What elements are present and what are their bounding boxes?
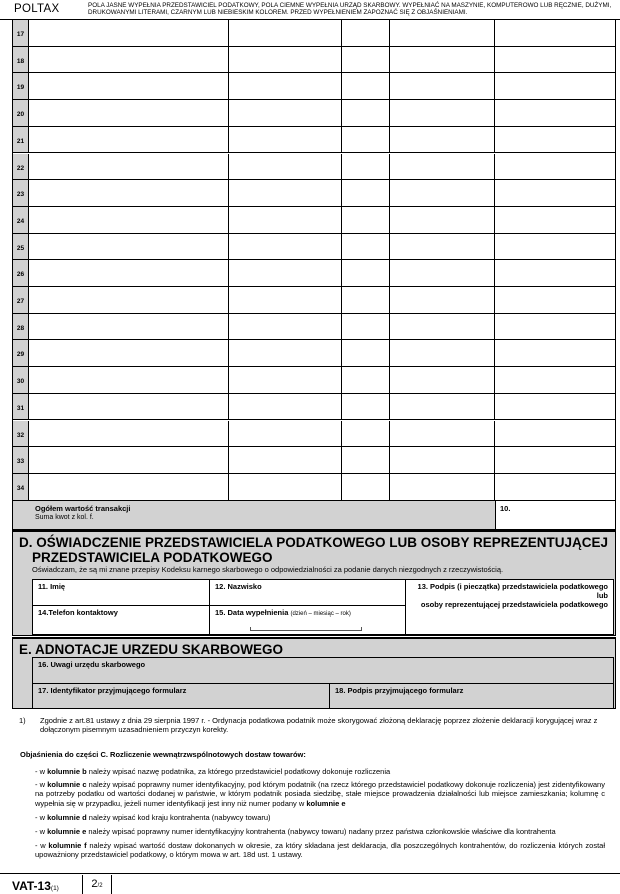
signature-label-line1: 13. Podpis (i pieczątka) przedstawiciela podatkowego lub	[417, 582, 608, 600]
contractor-name-cell[interactable]	[29, 340, 229, 366]
row-number: 19	[13, 73, 29, 99]
tax-office-notes-label: 16. Uwagi urzędu skarbowego	[38, 660, 146, 669]
table-row	[13, 314, 615, 341]
explanations-title: Objaśnienia do części C. Rozliczenie wewnątrzwspólnotowych dostaw towarów:	[20, 750, 306, 759]
id-number-cell[interactable]	[229, 180, 342, 206]
contractor-id-cell[interactable]	[390, 100, 495, 126]
total-label: Ogółem wartość transakcji	[35, 504, 131, 513]
receiver-signature-field	[329, 683, 614, 709]
country-code-cell[interactable]	[342, 421, 390, 447]
contractor-name-cell[interactable]	[29, 260, 229, 286]
value-cell[interactable]	[495, 234, 615, 260]
contractor-id-cell[interactable]	[390, 180, 495, 206]
row-number: 27	[13, 287, 29, 313]
value-cell[interactable]	[495, 314, 615, 340]
country-code-cell[interactable]	[342, 73, 390, 99]
row-number: 26	[13, 260, 29, 286]
country-code-cell[interactable]	[342, 207, 390, 233]
value-cell[interactable]	[495, 340, 615, 366]
table-row	[13, 20, 615, 47]
contractor-name-cell[interactable]	[29, 100, 229, 126]
country-code-cell[interactable]	[342, 287, 390, 313]
country-code-cell[interactable]	[342, 180, 390, 206]
contractor-name-cell[interactable]	[29, 180, 229, 206]
value-cell[interactable]	[495, 127, 615, 153]
contractor-id-cell[interactable]	[390, 73, 495, 99]
country-code-cell[interactable]	[342, 47, 390, 73]
contractor-id-cell[interactable]	[390, 447, 495, 473]
contractor-id-cell[interactable]	[390, 234, 495, 260]
explanation-item: - w kolumnie c należy wpisać poprawny numer identyfikacyjny, pod którym podatnik (na rzecz którego przedstawiciel podatkowy dokonuje rozliczenia) jest zidentyfikowany na potrzeby podatku od wartości dodanej w państwie, w którym podatnik posiada siedzibę, stałe miejsce prowadzenia działalności lub miejsce zamieszkania; kolumnę c wypełnia się w przypadku, jeżeli numer identyfikacji jest inny niż numer podany w kolumnie e	[35, 780, 605, 808]
first-name-label: 11. Imię	[38, 582, 66, 591]
id-number-cell[interactable]	[229, 287, 342, 313]
id-number-cell[interactable]	[229, 154, 342, 180]
receiver-id-label: 17. Identyfikator przyjmującego formularz	[38, 686, 187, 695]
explanation-item: - w kolumnie f należy wpisać wartość dostaw dokonanych w okresie, za który składana jest deklaracja, dla poszczególnych kontrahentów, do rozliczenia których został upoważniony przedstawiciel podatkowy, o którym mowa w art. 18d ust. 1 ustawy.	[35, 841, 605, 860]
brand-logo: POLTAX	[14, 3, 60, 15]
country-code-cell[interactable]	[342, 100, 390, 126]
page-number: 2/2	[82, 875, 112, 894]
contractor-name-cell[interactable]	[29, 127, 229, 153]
contractor-name-cell[interactable]	[29, 367, 229, 393]
value-cell[interactable]	[495, 73, 615, 99]
row-number: 22	[13, 154, 29, 180]
value-cell[interactable]	[495, 20, 615, 46]
signature-field[interactable]	[405, 579, 614, 635]
contractor-name-cell[interactable]	[29, 73, 229, 99]
contractor-id-cell[interactable]	[390, 314, 495, 340]
contractor-name-cell[interactable]	[29, 421, 229, 447]
country-code-cell[interactable]	[342, 154, 390, 180]
section-e	[12, 637, 616, 709]
country-code-cell[interactable]	[342, 394, 390, 420]
phone-label: 14.Telefon kontaktowy	[38, 608, 118, 617]
value-cell[interactable]	[495, 287, 615, 313]
value-cell[interactable]	[495, 154, 615, 180]
country-code-cell[interactable]	[342, 367, 390, 393]
table-row	[13, 207, 615, 234]
table-row	[13, 73, 615, 100]
row-number: 30	[13, 367, 29, 393]
table-row	[13, 154, 615, 181]
contractor-id-cell[interactable]	[390, 394, 495, 420]
country-code-cell[interactable]	[342, 340, 390, 366]
id-number-cell[interactable]	[229, 207, 342, 233]
id-number-cell[interactable]	[229, 260, 342, 286]
contractor-name-cell[interactable]	[29, 234, 229, 260]
table-row	[13, 474, 615, 501]
contractor-id-cell[interactable]	[390, 260, 495, 286]
table-row	[13, 47, 615, 74]
row-number: 29	[13, 340, 29, 366]
row-number: 20	[13, 100, 29, 126]
total-value-field[interactable]: 10.	[495, 501, 615, 529]
value-cell[interactable]	[495, 367, 615, 393]
value-cell[interactable]	[495, 474, 615, 500]
country-code-cell[interactable]	[342, 20, 390, 46]
explanation-item: - w kolumnie d należy wpisać kod kraju kontrahenta (nabywcy towaru)	[35, 813, 271, 822]
transactions-table	[12, 20, 616, 530]
contractor-id-cell[interactable]	[390, 367, 495, 393]
id-number-cell[interactable]	[229, 73, 342, 99]
last-name-field[interactable]	[209, 579, 406, 606]
section-e-title: E. ADNOTACJE URZEDU SKARBOWEGO	[19, 642, 284, 657]
id-number-cell[interactable]	[229, 234, 342, 260]
fill-date-label: 15. Data wypełnienia	[215, 608, 289, 617]
contractor-id-cell[interactable]	[390, 127, 495, 153]
value-cell[interactable]	[495, 207, 615, 233]
contractor-id-cell[interactable]	[390, 340, 495, 366]
contractor-name-cell[interactable]	[29, 287, 229, 313]
page-header	[0, 0, 620, 20]
explanation-item: - w kolumnie b należy wpisać nazwę podatnika, za którego przedstawiciel podatkowy dokonuje rozliczenia	[35, 767, 391, 776]
row-number: 34	[13, 474, 29, 500]
contractor-name-cell[interactable]	[29, 394, 229, 420]
id-number-cell[interactable]	[229, 100, 342, 126]
row-number: 31	[13, 394, 29, 420]
contractor-id-cell[interactable]	[390, 20, 495, 46]
total-row	[13, 501, 615, 529]
footnote-text: Zgodnie z art.81 ustawy z dnia 29 sierpnia 1997 r. - Ordynacja podatkowa podatnik może skorygować złożoną deklarację poprzez złożenie deklaracji korygującej wraz z dołączonym pisemnym uzasadnieniem przyczyn korekty.	[40, 716, 598, 734]
id-number-cell[interactable]	[229, 394, 342, 420]
id-number-cell[interactable]	[229, 47, 342, 73]
form-instructions: POLA JASNE WYPEŁNIA PRZEDSTAWICIEL PODATKOWY, POLA CIEMNE WYPEŁNIA URZĄD SKARBOWY. WYPEŁNIAĆ NA MASZYNIE, KOMPUTEROWO LUB RĘCZNIE, DUŻYMI, DRUKOWANYMI LITERAMI, CZARNYM LUB NIEBIESKIM KOLOREM. PRZED WYPEŁNIENIEM ZAPOZNAĆ SIĘ Z OBJAŚNIENIAMI.	[88, 2, 612, 17]
row-number: 24	[13, 207, 29, 233]
table-row	[13, 447, 615, 474]
fill-date-field[interactable]	[209, 605, 406, 635]
country-code-cell[interactable]	[342, 474, 390, 500]
country-code-cell[interactable]	[342, 314, 390, 340]
table-row	[13, 260, 615, 287]
contractor-name-cell[interactable]	[29, 314, 229, 340]
contractor-id-cell[interactable]	[390, 154, 495, 180]
row-number: 25	[13, 234, 29, 260]
row-number: 18	[13, 47, 29, 73]
explanation-item: - w kolumnie e należy wpisać poprawny numer identyfikacyjny kontrahenta (nabywcy towaru) nadany przez państwa członkowskie właściwe dla kontrahenta	[35, 827, 556, 836]
value-cell[interactable]	[495, 394, 615, 420]
declaration-text: Oświadczam, że są mi znane przepisy Kodeksu karnego skarbowego o odpowiedzialności za podanie danych niezgodnych z rzeczywistością.	[32, 565, 504, 574]
table-row	[13, 394, 615, 421]
form-code: VAT-13(1)	[12, 879, 59, 893]
row-number: 32	[13, 421, 29, 447]
value-cell[interactable]	[495, 260, 615, 286]
value-cell[interactable]	[495, 47, 615, 73]
value-cell[interactable]	[495, 447, 615, 473]
value-cell[interactable]	[495, 100, 615, 126]
page-footer	[0, 873, 620, 894]
footnote-number: 1)	[19, 716, 26, 725]
contractor-id-cell[interactable]	[390, 474, 495, 500]
phone-field[interactable]	[32, 605, 210, 635]
fill-date-hint: (dzień – miesiąc – rok)	[290, 611, 351, 617]
table-row	[13, 127, 615, 154]
row-number: 17	[13, 20, 29, 46]
row-number: 21	[13, 127, 29, 153]
receiver-signature-label: 18. Podpis przyjmującego formularz	[335, 686, 464, 695]
contractor-name-cell[interactable]	[29, 447, 229, 473]
table-row	[13, 100, 615, 127]
contractor-name-cell[interactable]	[29, 154, 229, 180]
row-number: 33	[13, 447, 29, 473]
tax-office-notes-field	[32, 657, 614, 684]
country-code-cell[interactable]	[342, 447, 390, 473]
country-code-cell[interactable]	[342, 127, 390, 153]
contractor-id-cell[interactable]	[390, 47, 495, 73]
country-code-cell[interactable]	[342, 234, 390, 260]
id-number-cell[interactable]	[229, 127, 342, 153]
id-number-cell[interactable]	[229, 447, 342, 473]
value-cell[interactable]	[495, 180, 615, 206]
contractor-name-cell[interactable]	[29, 207, 229, 233]
country-code-cell[interactable]	[342, 260, 390, 286]
contractor-name-cell[interactable]	[29, 474, 229, 500]
contractor-id-cell[interactable]	[390, 421, 495, 447]
total-sublabel: Suma kwot z kol. f.	[35, 514, 94, 521]
id-number-cell[interactable]	[229, 367, 342, 393]
id-number-cell[interactable]	[229, 340, 342, 366]
id-number-cell[interactable]	[229, 421, 342, 447]
section-d-title: D. OŚWIADCZENIE PRZEDSTAWICIELA PODATKOWEGO LUB OSOBY REPREZENTUJĄCEJ PRZEDSTAWICIELA PODATKOWEGO	[19, 535, 609, 565]
table-row	[13, 421, 615, 448]
receiver-id-field	[32, 683, 330, 709]
first-name-field[interactable]	[32, 579, 210, 606]
table-row	[13, 287, 615, 314]
value-cell[interactable]	[495, 421, 615, 447]
date-entry-line	[250, 627, 362, 631]
table-row	[13, 367, 615, 394]
row-number: 28	[13, 314, 29, 340]
id-number-cell[interactable]	[229, 474, 342, 500]
last-name-label: 12. Nazwisko	[215, 582, 262, 591]
contractor-name-cell[interactable]	[29, 47, 229, 73]
contractor-name-cell[interactable]	[29, 20, 229, 46]
signature-label-line2: osoby reprezentującej przedstawiciela podatkowego	[420, 600, 608, 609]
id-number-cell[interactable]	[229, 314, 342, 340]
table-row	[13, 340, 615, 367]
contractor-id-cell[interactable]	[390, 207, 495, 233]
table-row	[13, 180, 615, 207]
id-number-cell[interactable]	[229, 20, 342, 46]
table-row	[13, 234, 615, 261]
contractor-id-cell[interactable]	[390, 287, 495, 313]
section-d	[12, 530, 616, 636]
row-number: 23	[13, 180, 29, 206]
